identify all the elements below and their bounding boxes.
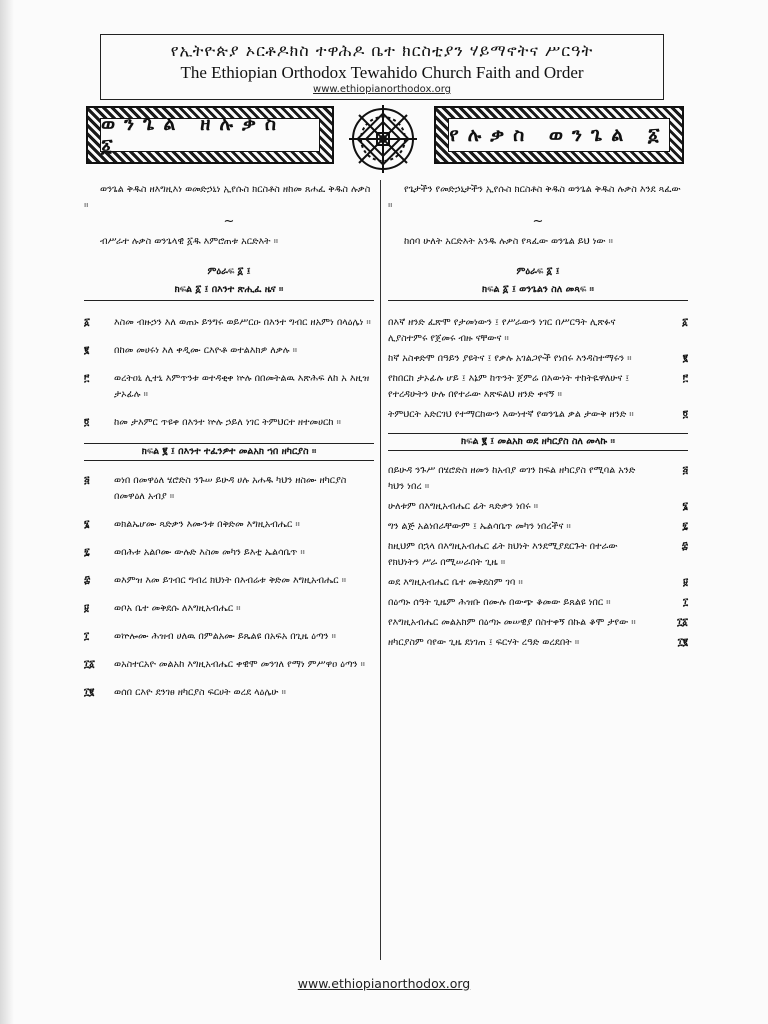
amharic-intro: የጌታችን የመድኃኒታችን ኢየሱስ ክርስቶስ ቅዱስ ወንጌል ቅዱስ ሉቃስ እንደ ጻፈው ። [388, 184, 681, 211]
verse-text: ወነበ በመዋዕለ ሄሮድስ ንጉሠ ይሁዳ ሀሉ አሐዱ ካህን ዘስሙ ዘካርያስ በመዋዕለ አብያ ። [114, 475, 347, 502]
verse-text: በይሁዳ ንጉሥ በሄሮድስ ዘመን ከአብያ ወገን ክፍል ዘካርያስ የሚባል አንድ ካህን ነበረ ። [388, 465, 636, 492]
verse-number: ፭ [84, 475, 90, 486]
geez-section-heading-2: ክፍል ፪ ፤ በእንተ ተፈንዎተ መልአክ ኀበ ዘካርያስ ። [84, 443, 374, 461]
verse-text: ሁለቱም በእግዚአብሔር ፊት ጻድቃን ነበሩ ። [388, 501, 539, 512]
verse-text: ዘካርያስም ባየው ጊዜ ደነገጠ ፤ ፍርሃት ረዓድ ወረደበት ። [388, 637, 580, 648]
verse-text: ወእምዝ እመ ይገብር ግብረ ክህነት በእብሬቱ ቅድመ እግዚአብሔር ። [114, 575, 347, 586]
verse-row [388, 539, 688, 571]
geez-intro-2: ብሥራተ ሉቃስ ወንጌላዊ ፩ዱ እምሮጠቱ አርድእት ። [100, 236, 279, 247]
verse-text: በከመ መሀሩነ እለ ቀዲሙ ርእዮቶ ወተልእክዎ ለቃሉ ። [114, 345, 298, 356]
amharic-intro-2: ከሰባ ሁለት አርድእት አንዱ ሉቃስ የጻፈው ወንጌል ይህ ነው ። [404, 236, 613, 247]
geez-intro: ወንጌል ቅዱስ ዘእግዚእነ ወመድኃኒነ ኢየሱስ ክርስቶስ ዘከመ ጸሐፈ ቅዱስ ሉቃስ ። [84, 184, 371, 211]
verse-text: ወረትዐኒ ሊተኒ እምጥንቱ ወተዳቂቀ ኵሉ በበመትልዉ እጽሕፍ ለከ አ እዚዝ ታኦፊሉ ። [114, 373, 370, 400]
verse-number: ፯ [682, 521, 688, 532]
scan-edge-shadow [0, 0, 14, 1024]
cross-ornament-icon [340, 102, 426, 176]
verse-text: በእኛ ዘንድ ፈጽሞ የታመነውን ፤ የሥራውን ነገር በሥርዓት ሊጽፉና ሊያስተምሩ የጀመሩ ብዙ ናቸውና ። [388, 317, 616, 344]
verse-text: ወሰበ ርእዮ ደንገፀ ዘካርያስ ፍርሀት ወረደ ላዕሌሁ ። [114, 687, 286, 698]
verse-text: ወበሕቱ አልቦሙ ውሉድ እስመ መካን ይእቲ ኤልሳቤጥ ። [114, 547, 305, 558]
verse-row [84, 657, 374, 673]
geez-chapter-heading: ምዕራፍ ፩ ፤ [207, 266, 251, 277]
verse-row [84, 315, 374, 331]
amharic-chapter-heading: ምዕራፍ ፩ ፤ [516, 266, 560, 277]
verse-number: ፩ [682, 317, 688, 328]
verse-number: ፩ [84, 317, 90, 328]
verse-row [84, 573, 374, 589]
amharic-column [388, 182, 688, 655]
verse-text: ወቦአ ቤተ መቅደሱ ለእግዚአብሔር ። [114, 603, 241, 614]
verse-text: ወደ እግዚአብሔር ቤተ መቅደስም ገባ ። [388, 577, 523, 588]
verse-number: ፪ [682, 353, 688, 364]
verse-row [388, 499, 688, 515]
swash-ornament: ~ [223, 214, 235, 229]
verse-text: ከመ ታእምር ጥዩቀ በእንተ ኵሉ ኃይለ ነገር ትምህርተ ዘተመሀርከ ። [114, 417, 341, 428]
verse-number: ፬ [682, 409, 688, 420]
verse-row [388, 351, 688, 367]
verse-text: ትምህርት አድርገህ የተማርከውን እውነተኛ የወንጌል ቃል ታውቅ ዘንድ ። [388, 409, 634, 420]
verse-row [84, 415, 374, 431]
verse-number: ፲፩ [84, 659, 95, 670]
verse-row [84, 517, 374, 533]
verse-row [388, 315, 688, 347]
verse-number: ፲፪ [677, 637, 688, 648]
verse-row [84, 473, 374, 505]
verse-row [84, 343, 374, 359]
verse-row [388, 371, 688, 403]
banner-geez-title [86, 106, 334, 164]
verse-number: ፰ [84, 575, 91, 586]
document-header [100, 34, 664, 100]
verse-number: ፮ [682, 501, 688, 512]
header-url-link[interactable]: www.ethiopianorthodox.org [313, 84, 451, 95]
banner-geez-title-text: ወንጌል ዘሉቃስ ፩ [100, 118, 320, 152]
geez-section-heading: ክፍል ፩ ፤ በእንተ ጽሒፈ ዜና ። [84, 282, 374, 301]
verse-text: ወኵሎሙ ሕዝብ ሀለዉ በምልአሙ ይጼልዩ በአፍአ በጊዜ ዕጣን ። [114, 631, 336, 642]
verse-text: ወክልኤሆሙ ጻድቃን እሙንቱ በቅድመ እግዚአብሔር ። [114, 519, 300, 530]
verse-number: ፲፩ [677, 617, 688, 628]
verse-row [388, 463, 688, 495]
verse-row [388, 595, 688, 611]
verse-row [388, 615, 688, 631]
geez-column [84, 182, 374, 713]
verse-text: በዕጣኑ ሰዓት ጊዜም ሕዝቡ በሙሉ በውጭ ቆመው ይጸልዩ ነበር ። [388, 597, 611, 608]
header-title-english: The Ethiopian Orthodox Tewahido Church Faith and Order [180, 63, 584, 82]
swash-ornament: ~ [532, 214, 544, 229]
verse-number: ፲ [682, 597, 688, 608]
amharic-section-heading-2: ክፍል ፪ ፤ መልአክ ወደ ዘካርያስ ስለ መላኩ ። [388, 433, 688, 451]
verse-number: ፪ [84, 345, 90, 356]
header-title-amharic: የኢትዮጵያ ኦርቶዶክስ ተዋሕዶ ቤተ ክርስቲያን ሃይማኖትና ሥርዓት [170, 41, 594, 60]
verse-number: ፲፪ [84, 687, 95, 698]
verse-number: ፱ [84, 603, 90, 614]
verse-row [84, 545, 374, 561]
verse-number: ፯ [84, 547, 90, 558]
verse-text: ከዚህም በኋላ በእግዚአብሔር ፊት ክህነት እንደሚያደርጉት በተራው የክህነትን ሥራ በሚሠራበት ጊዜ ። [388, 541, 618, 568]
footer-url-link[interactable]: www.ethiopianorthodox.org [297, 976, 471, 991]
verse-row [84, 685, 374, 701]
verse-number: ፬ [84, 417, 90, 428]
verse-number: ፮ [84, 519, 90, 530]
verse-row [388, 575, 688, 591]
verse-number: ፫ [84, 373, 90, 384]
verse-text: ግን ልጅ አልነበራቸውም ፤ ኤልሳቤጥ መካን ነበረችና ። [388, 521, 571, 532]
verse-row [84, 629, 374, 645]
verse-number: ፫ [682, 373, 688, 384]
verse-row [388, 407, 688, 423]
verse-text: ከኛ አስቀድሞ በዓይን ያዩትና ፤ የቃሉ አገልጋዮች የነበሩ እንዳስተማሩን ። [388, 353, 632, 364]
column-divider [380, 180, 381, 960]
amharic-section-heading: ክፍል ፩ ፤ ወንጌልን ስለ መጻፍ ። [388, 282, 688, 301]
verse-row [388, 519, 688, 535]
verse-row [84, 371, 374, 403]
verse-text: እስመ ብዙኃን እለ ወጠኑ ይንግሩ ወይሥርዑ በእንተ ግብር ዘአምነ በላዕሌነ ። [114, 317, 371, 328]
verse-row [388, 635, 688, 651]
verse-text: ወአስተርአዮ መልአከ እግዚአብሔር ቀዊሞ መንገለ የማነ ምሥዋዐ ዕጣን ። [114, 659, 365, 670]
verse-number: ፰ [681, 541, 688, 552]
banner-amharic-title-text: የሉቃስ ወንጌል ፩ [448, 118, 670, 152]
verse-text: የከበርከ ታኦፊሉ ሆይ ፤ እኔም ከጥንት ጀምሬ በእውነት ተከትዬዋለሁና ፤ የተረዳሁትን ሁሉ በየተራው እጽፍልህ ዘንድ ቀናኝ ። [388, 373, 630, 400]
verse-text: የእግዚአብሔር መልአክም በዕጣኑ መሠዊያ በስተቀኝ በኩል ቆሞ ታየው ። [388, 617, 636, 628]
verse-number: ፭ [682, 465, 688, 476]
verse-row [84, 601, 374, 617]
banner-amharic-title [434, 106, 684, 164]
verse-number: ፲ [84, 631, 90, 642]
verse-number: ፱ [682, 577, 688, 588]
